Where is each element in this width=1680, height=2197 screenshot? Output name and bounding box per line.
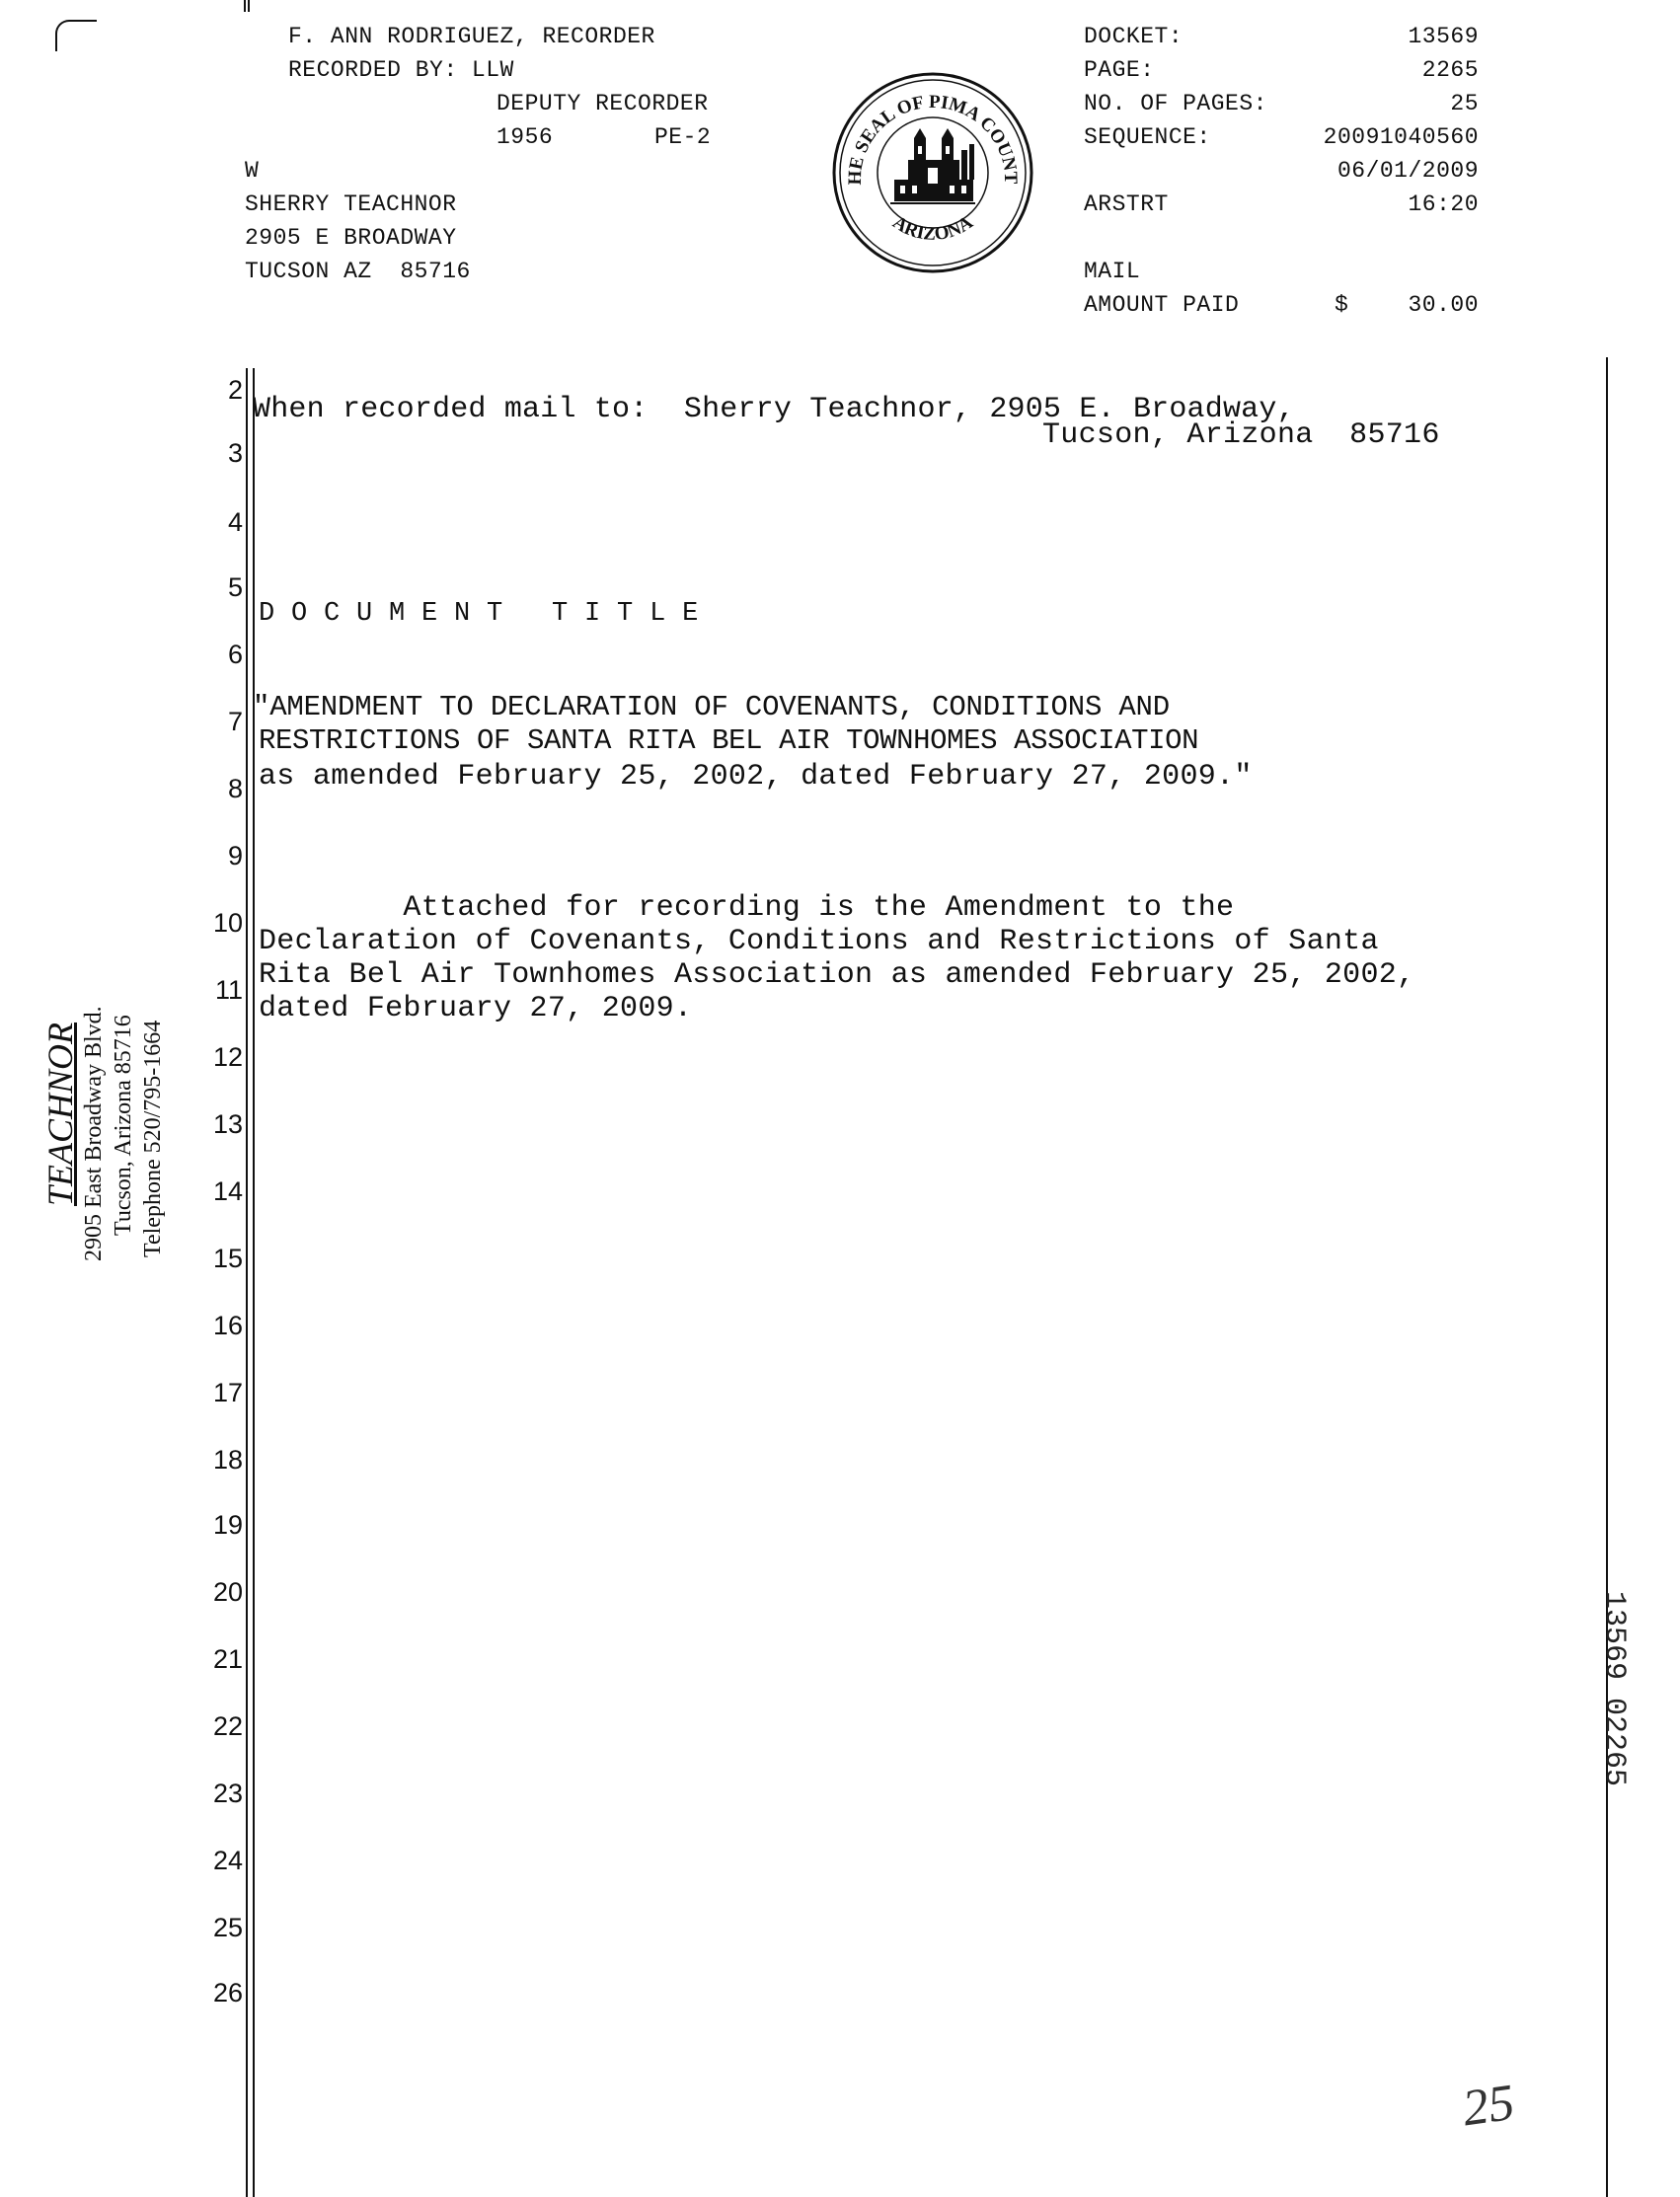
top-tick xyxy=(248,0,250,12)
line-number: 23 xyxy=(212,1779,243,1808)
amount-currency: $ xyxy=(1335,292,1349,318)
line-number: 20 xyxy=(212,1577,243,1607)
arstrt-label: ARSTRT xyxy=(1084,191,1169,217)
return-name: SHERRY TEACHNOR xyxy=(245,191,457,217)
line-number: 17 xyxy=(212,1378,243,1407)
line-number: 8 xyxy=(227,774,243,803)
handwritten-page-count: 25 xyxy=(1459,2074,1518,2138)
recorder-w: W xyxy=(245,158,260,184)
line-number: 26 xyxy=(212,1978,243,2008)
line-number: 18 xyxy=(212,1445,243,1475)
line-number: 5 xyxy=(227,572,243,602)
line-number: 24 xyxy=(212,1846,243,1875)
line-number: 9 xyxy=(227,841,243,871)
paragraph-line-4: dated February 27, 2009. xyxy=(259,992,693,1025)
top-tick xyxy=(244,0,246,12)
line-number: 14 xyxy=(212,1176,243,1206)
firm-city: Tucson, Arizona 85716 xyxy=(111,1015,136,1236)
line-number: 7 xyxy=(227,707,243,736)
county-seal xyxy=(829,69,1036,276)
firm-name: TEACHNOR xyxy=(40,1022,80,1206)
paragraph-line-3: Rita Bel Air Townhomes Association as amended February 25, 2002, xyxy=(259,958,1415,992)
docket-stamp-vertical: 13569 02265 xyxy=(1597,1591,1631,1787)
amount-label: AMOUNT PAID xyxy=(1084,292,1240,318)
svg-text:THE SEAL OF PIMA COUNTY: HE SEAL OF PIMA COUNT xyxy=(844,91,1022,186)
line-number: 2 xyxy=(227,375,243,405)
line-number: 3 xyxy=(227,438,243,468)
mail-to-line-1: When recorded mail to: Sherry Teachnor, 2905 E. Broadway, xyxy=(253,393,1295,426)
mail-label: MAIL xyxy=(1084,259,1141,284)
recorder-code-right: PE-2 xyxy=(654,124,712,150)
return-street: 2905 E BROADWAY xyxy=(245,225,457,251)
page-value: 2265 xyxy=(1421,57,1479,83)
docket-value: 13569 xyxy=(1408,24,1479,49)
line-number: 12 xyxy=(212,1042,243,1072)
svg-text:ARIZONA: ARIZONA xyxy=(888,211,977,246)
paragraph-line-2: Declaration of Covenants, Conditions and Restrictions of Santa xyxy=(259,925,1379,958)
line-number: 11 xyxy=(214,975,243,1005)
docket-label: DOCKET: xyxy=(1084,24,1184,49)
return-city: TUCSON AZ 85716 xyxy=(245,259,471,284)
mail-to-line-2: Tucson, Arizona 85716 xyxy=(1042,418,1440,452)
recorded-time: 16:20 xyxy=(1408,191,1479,217)
recorder-name: F. ANN RODRIGUEZ, RECORDER xyxy=(288,24,655,49)
line-number: 25 xyxy=(212,1913,243,1942)
document-title-heading: D O C U M E N T T I T L E xyxy=(259,599,699,629)
title-line-3: as amended February 25, 2002, dated February 27, 2009." xyxy=(259,760,1253,794)
title-line-2: RESTRICTIONS OF SANTA RITA BEL AIR TOWNHOMES ASSOCIATION xyxy=(259,724,1199,757)
sequence-value: 20091040560 xyxy=(1323,124,1479,150)
pages-value: 25 xyxy=(1450,91,1479,116)
right-margin-rule xyxy=(1606,357,1608,2197)
line-number: 6 xyxy=(227,640,243,669)
firm-street: 2905 East Broadway Blvd. xyxy=(81,1006,107,1261)
pages-label: NO. OF PAGES: xyxy=(1084,91,1267,116)
deputy-recorder: DEPUTY RECORDER xyxy=(496,91,709,116)
line-number: 19 xyxy=(212,1510,243,1540)
recorded-date: 06/01/2009 xyxy=(1336,158,1479,184)
corner-mark xyxy=(55,20,97,51)
recorder-code-left: 1956 xyxy=(496,124,554,150)
line-number: 4 xyxy=(227,507,243,537)
recorded-by: RECORDED BY: LLW xyxy=(288,57,514,83)
line-number: 10 xyxy=(212,908,243,938)
line-number: 16 xyxy=(212,1311,243,1340)
title-line-1: "AMENDMENT TO DECLARATION OF COVENANTS, CONDITIONS AND xyxy=(253,691,1170,723)
sequence-label: SEQUENCE: xyxy=(1084,124,1211,150)
firm-phone: Telephone 520/795-1664 xyxy=(140,1020,166,1257)
line-number: 15 xyxy=(212,1244,243,1273)
page-label: PAGE: xyxy=(1084,57,1155,83)
line-number: 22 xyxy=(212,1711,243,1741)
amount-value: 30.00 xyxy=(1408,292,1479,318)
line-number: 21 xyxy=(212,1644,243,1674)
paragraph-line-1: Attached for recording is the Amendment to the xyxy=(259,891,1235,925)
margin-rule-inner xyxy=(253,368,255,2197)
line-number: 13 xyxy=(212,1109,243,1139)
margin-rule-outer xyxy=(246,368,248,2197)
